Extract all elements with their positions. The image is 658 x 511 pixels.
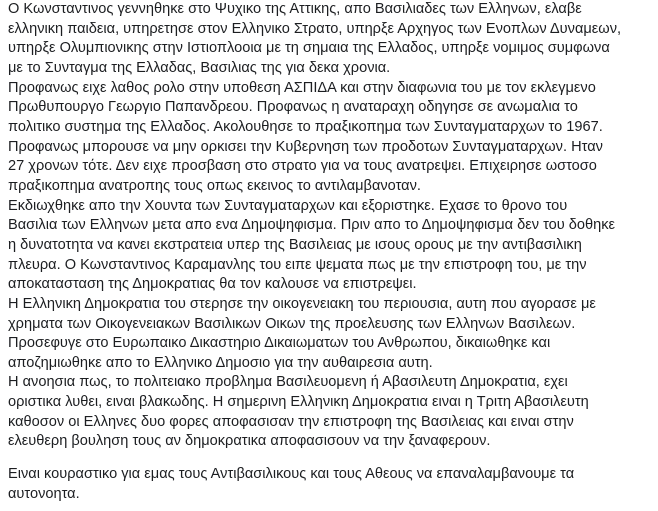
text-line: αποκατασταση της Δημοκρατιας θα τον καλουσε να επιστρεψει. — [8, 276, 417, 293]
text-line: Εκδιωχθηκε απο την Χουντα των Συνταγματαρχων και εξοριστηκε. Εχασε το θρονο του — [8, 197, 568, 214]
text-line: οριστικα λυθει, ειναι βλακωδης. Η σημερινη Ελληνικη Δημοκρατια ειναι η Τριτη Αβασιλευτη — [8, 394, 589, 411]
text-line: αποζημιωθηκε απο το Ελληνικο Δημοσιο για την αυθαιρεσια αυτη. — [8, 354, 433, 371]
text-line: Βασιλια των Ελληνων μετα απο ενα Δημοψηφισμα. Πριν απο το Δημοψηφισμα δεν του δοθηκε — [8, 217, 616, 234]
text-line: χρηματα των Οικογενειακων Βασιλικων Οικων της προελευσης των Ελληνων Βασιλεων. — [8, 315, 576, 332]
post-body — [8, 0, 656, 504]
text-line: 27 χρονων τότε. Δεν ειχε προσβαση στο στρατο για να τους ανατρεψει. Επιχειρησε ωστοσο — [8, 158, 597, 175]
text-line: Προσεφυγε στο Ευρωπαικο Δικαστηριο Δικαιωματων του Ανθρωπου, δικαιωθηκε και — [8, 335, 551, 352]
text-line: Προφανως μπορουσε να μην ορκισει την Κυβερνηση των προδοτων Συνταγματαρχων. Ηταν — [8, 138, 603, 155]
text-line: καθοσον οι Ελληνες δυο φορες αποφασισαν την επιστροφη της Βασιλειας και ειναι στην — [8, 413, 574, 430]
text-line: ελευθερη βουληση τους αν δημοκρατικα αποφασισουν να την ξαναφερουν. — [8, 433, 491, 450]
text-line: πραξικοπημα ανατροπης τους οπως εκεινος το αντιλαμβανοταν. — [8, 177, 421, 194]
text-line: η δυνατοτητα να κανει εκστρατεια υπερ της Βασιλειας με ισους ορους με την αντιβασιλικη — [8, 236, 582, 253]
text-line: Η ανοησια πως, το πολιτειακο προβλημα Βασιλευομενη ή Αβασιλευτη Δημοκρατια, εχει — [8, 374, 568, 391]
text-line: Ειναι κουραστικο για εμας τους Αντιβασιλικους και τους Αθεους να επαναλαμβανουμε τα — [8, 466, 575, 483]
post-paragraph — [8, 0, 656, 452]
text-line: με το Συνταγμα της Ελλαδας, Βασιλιας της για δεκα χρονια. — [8, 59, 391, 76]
post-paragraph — [8, 465, 656, 504]
text-line: αυτονοητα. — [8, 485, 80, 502]
text-line: Προφανως ειχε λαθος ρολο στην υποθεση ΑΣΠΙΔΑ και στην διαφωνια του με τον εκλεγμενο — [8, 79, 596, 96]
text-line: Η Ελληνικη Δημοκρατια του στερησε την οικογενειακη του περιουσια, αυτη που αγορασε με — [8, 295, 596, 312]
text-line: υπηρξε Ολυμπιονικης στην Ιστιοπλοοια με τη σημαια της Ελλαδος, υπηρξε νομιμος συμφωνα — [8, 40, 610, 57]
text-line: πλευρα. Ο Κωνσταντινος Καραμανλης του ειπε ψεματα πως με την επιστροφη του, με την — [8, 256, 587, 273]
text-line: ελληνικη παιδεια, υπηρετησε στον Ελληνικο Στρατο, υπηρξε Αρχηγος των Ενοπλων Δυναμεων, — [8, 20, 622, 37]
text-line: Ο Κωνσταντινος γεννηθηκε στο Ψυχικο της Αττικης, απο Βασιλιαδες των Ελληνων, ελαβε — [8, 1, 582, 17]
text-line: Πρωθυπουργο Γεωργιο Παπανδρεου. Προφανως η αναταραχη οδηγησε σε ανωμαλια το — [8, 99, 578, 116]
text-line: πολιτικο συστημα της Ελλαδος. Ακολουθησε το πραξικοπημα των Συνταγματαρχων το 1967. — [8, 118, 603, 135]
